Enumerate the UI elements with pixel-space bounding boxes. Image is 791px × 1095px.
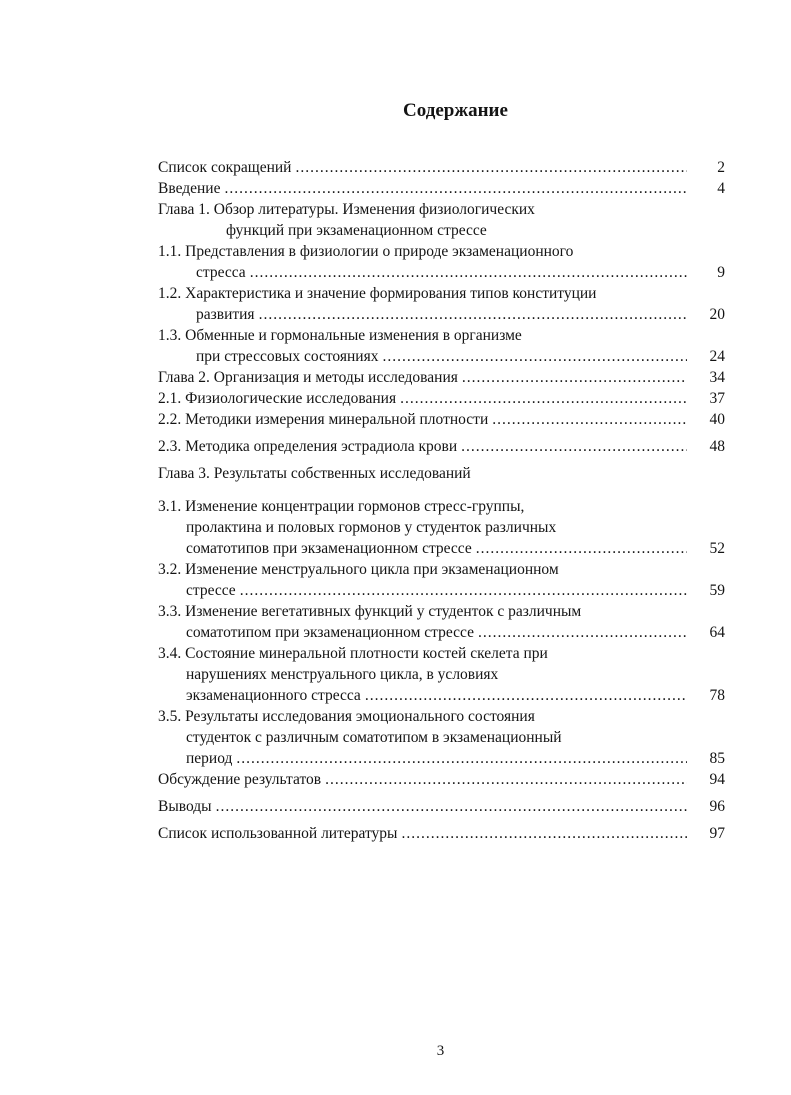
- page-ref: 52: [709, 540, 725, 557]
- toc-entry-chapter-1: Глава 1. Обзор литературы. Изменения физиологических функций при экзаменационном стрессе: [158, 201, 535, 239]
- dot-leader: [224, 178, 687, 199]
- page-ref: 48: [709, 438, 725, 455]
- page-ref: 94: [709, 771, 725, 788]
- toc-entry-chapter-2: Глава 2. Организация и методы исследования ..... 34: [158, 367, 725, 388]
- dot-leader: [461, 436, 687, 457]
- dot-leader: [240, 580, 687, 601]
- toc-entry-3-2: 3.2. Изменение менструального цикла при экзаменационном стрессе ..... 59: [158, 559, 725, 601]
- toc-entry-3-1: 3.1. Изменение концентрации гормонов стресс-группы, пролактина и половых гормонов у студенток различных соматотипов при экзаменационном стрессе ..... 52: [158, 496, 725, 559]
- dot-leader: [295, 157, 687, 178]
- page-ref: 20: [709, 306, 725, 323]
- dot-leader: [365, 685, 687, 706]
- toc-entry-3-3: 3.3. Изменение вегетативных функций у студенток с различным соматотипом при экзаменационном стрессе ..... 64: [158, 601, 725, 643]
- page-ref: 9: [717, 264, 725, 281]
- toc-entry-chapter-3: Глава 3. Результаты собственных исследований: [158, 465, 471, 482]
- page-ref: 78: [709, 687, 725, 704]
- toc-entry-2-2: 2.2. Методики измерения минеральной плотности ..... 40: [158, 409, 725, 430]
- toc-entry-abbreviations: Список сокращений ..... 2: [158, 157, 725, 178]
- page-ref: 96: [709, 798, 725, 815]
- dot-leader: [236, 748, 687, 769]
- page-title: Содержание: [403, 100, 508, 121]
- page-ref: 37: [709, 390, 725, 407]
- dot-leader: [250, 262, 687, 283]
- dot-leader: [382, 346, 687, 367]
- page-ref: 34: [709, 369, 725, 386]
- page-ref: 2: [717, 159, 725, 176]
- toc-entry-1-3: 1.3. Обменные и гормональные изменения в организме при стрессовых состояниях ..... 24: [158, 325, 725, 367]
- page-ref: 85: [709, 750, 725, 767]
- dot-leader: [400, 388, 687, 409]
- table-of-contents: [158, 157, 725, 844]
- toc-entry-1-1: 1.1. Представления в физиологии о природе экзаменационного стресса ..... 9: [158, 241, 725, 283]
- dot-leader: [401, 823, 687, 844]
- toc-entry-conclusions: Выводы ..... 96: [158, 796, 725, 817]
- dot-leader: [492, 409, 687, 430]
- page-ref: 97: [709, 825, 725, 842]
- dot-leader: [462, 367, 687, 388]
- toc-entry-3-4: 3.4. Состояние минеральной плотности костей скелета при нарушениях менструального цикла, в условиях экзаменационного стресса ..... 78: [158, 643, 725, 706]
- dot-leader: [325, 769, 687, 790]
- toc-entry-introduction: Введение ..... 4: [158, 178, 725, 199]
- page-ref: 64: [709, 624, 725, 641]
- page-ref: 4: [717, 180, 725, 197]
- toc-entry-references: Список использованной литературы ..... 97: [158, 823, 725, 844]
- dot-leader: [478, 622, 687, 643]
- page-ref: 24: [709, 348, 725, 365]
- toc-entry-2-1: 2.1. Физиологические исследования ..... 37: [158, 388, 725, 409]
- page-number: 3: [436, 1043, 445, 1059]
- page-ref: 59: [709, 582, 725, 599]
- dot-leader: [476, 538, 687, 559]
- page-ref: 40: [709, 411, 725, 428]
- toc-entry-2-3: 2.3. Методика определения эстрадиола крови ..... 48: [158, 436, 725, 457]
- dot-leader: [259, 304, 687, 325]
- toc-entry-3-5: 3.5. Результаты исследования эмоционального состояния студенток с различным соматотипом в экзаменационный период ..... 85: [158, 706, 725, 769]
- dot-leader: [216, 796, 687, 817]
- toc-entry-discussion: Обсуждение результатов ..... 94: [158, 769, 725, 790]
- toc-entry-1-2: 1.2. Характеристика и значение формирования типов конституции развития ..... 20: [158, 283, 725, 325]
